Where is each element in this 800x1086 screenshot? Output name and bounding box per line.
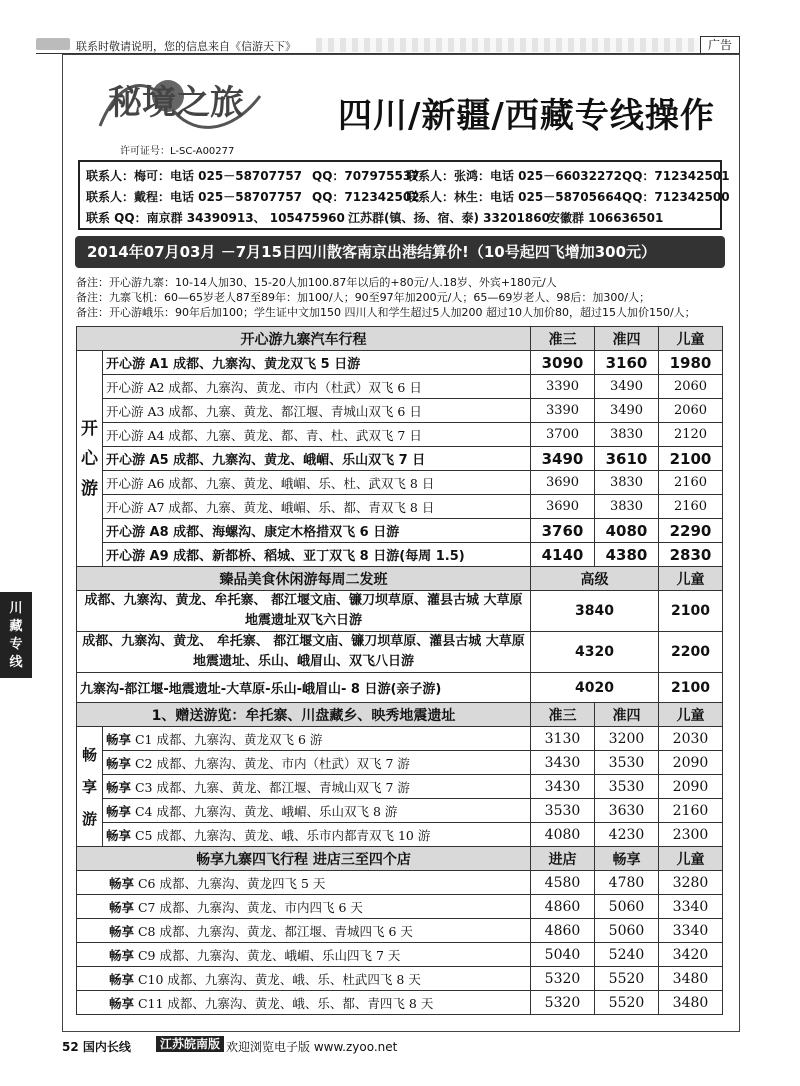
route-name: 开心游 A7 成都、九寨、黄龙、峨嵋、乐、都、青双飞 8 日 <box>103 495 531 519</box>
price-cell: 2830 <box>659 543 723 567</box>
price-cell: 2030 <box>659 727 723 751</box>
group-label <box>77 351 103 567</box>
price-cell: 3430 <box>531 751 595 775</box>
contact-qq: QQ：707975537 <box>312 169 420 183</box>
price-cell: 4020 <box>531 673 659 703</box>
column-header: 准四 <box>595 327 659 351</box>
route-tag: 畅享 <box>109 875 135 891</box>
qq-groups: 联系 QQ：南京群 34390913、 105475960 <box>86 211 345 225</box>
route-tag: 畅享 <box>109 923 135 939</box>
contact-phone: 联系人：戴程：电话 025－58707757 <box>86 190 303 204</box>
contact-qq: QQ：712342500 <box>622 190 730 204</box>
price-cell: 5320 <box>531 991 595 1015</box>
column-header: 准三 <box>531 327 595 351</box>
table-row <box>77 751 723 775</box>
column-header: 儿童 <box>659 847 723 871</box>
price-cell: 3630 <box>595 799 659 823</box>
price-cell: 3340 <box>659 895 723 919</box>
route-name: 成都、九寨沟、黄龙、牟托寨、 都江堰文庙、镰刀坝草原、灌县古城 大草原 地震遗址双飞六日游 <box>77 591 531 632</box>
route-tag: 畅享 <box>106 779 132 795</box>
route-text: C6 成都、九寨沟、黄龙四飞 5 天 <box>134 875 326 891</box>
price-cell: 5320 <box>531 967 595 991</box>
contact-box <box>78 160 730 230</box>
page-title: 四川/新疆/西藏专线操作 <box>338 96 715 136</box>
column-header: 儿童 <box>659 567 723 591</box>
license-number: 许可证号：L-SC-A00277 <box>120 146 235 157</box>
price-cell: 2290 <box>659 519 723 543</box>
contact-row <box>86 187 730 208</box>
footer <box>0 1034 800 1054</box>
price-cell: 3760 <box>531 519 595 543</box>
price-cell: 2300 <box>659 823 723 847</box>
column-header: 准三 <box>531 703 595 727</box>
note-line: 备注：开心游峨乐：90年后加100；学生证中文加150 四川人和学生超过5人加200 超过10人加价80，超过15人加价150/人； <box>76 306 696 319</box>
side-tab-label: 川藏专线 <box>9 601 23 670</box>
logo-text: 秘境之旅 <box>108 83 244 123</box>
route-text: C1 成都、九寨沟、黄龙双飞 6 游 <box>131 731 323 747</box>
route-tag: 畅享 <box>106 827 132 843</box>
price-cell: 2100 <box>659 447 723 471</box>
price-cell: 2160 <box>659 471 723 495</box>
price-cell: 3530 <box>595 775 659 799</box>
contact-phone: 联系人：张鸿：电话 025－66032272 <box>406 169 623 183</box>
price-cell: 5060 <box>595 895 659 919</box>
price-cell: 5520 <box>595 967 659 991</box>
column-header: 准四 <box>595 703 659 727</box>
price-cell: 3430 <box>531 775 595 799</box>
route-name <box>103 823 531 847</box>
page-number: 52 国内长线 <box>62 1040 131 1054</box>
table-row <box>77 375 723 399</box>
price-cell: 2090 <box>659 775 723 799</box>
table-row <box>77 399 723 423</box>
route-name <box>77 895 531 919</box>
price-cell: 3530 <box>595 751 659 775</box>
table-row <box>77 495 723 519</box>
table-row <box>77 775 723 799</box>
route-name <box>77 991 531 1015</box>
agency-logo <box>90 66 270 142</box>
price-cell: 4860 <box>531 919 595 943</box>
note-line: 备注：开心游九寨：10-14人加30、15-20人加100.87年以后的+80元/人.18岁、外宾+180元/人 <box>76 276 557 289</box>
price-cell: 3280 <box>659 871 723 895</box>
price-cell: 3480 <box>659 967 723 991</box>
table-row <box>77 823 723 847</box>
price-cell: 5060 <box>595 919 659 943</box>
route-text: C5 成都、九寨沟、黄龙、峨、乐市内都青双飞 10 游 <box>131 827 431 843</box>
price-cell: 3490 <box>595 399 659 423</box>
table-row <box>77 471 723 495</box>
publisher-logo <box>36 38 70 50</box>
route-name: 九寨沟-都江堰-地震遗址-大草原-乐山-峨眉山- 8 日游(亲子游) <box>77 673 531 703</box>
section-title: 开心游九寨汽车行程 <box>77 327 531 351</box>
price-cell: 3480 <box>659 991 723 1015</box>
price-cell: 3200 <box>595 727 659 751</box>
route-name <box>77 871 531 895</box>
route-tag: 畅享 <box>109 899 135 915</box>
table-row <box>77 895 723 919</box>
table-row <box>77 919 723 943</box>
route-name <box>103 775 531 799</box>
route-tag: 畅享 <box>106 755 132 771</box>
route-name <box>77 967 531 991</box>
price-cell: 4080 <box>595 519 659 543</box>
price-cell: 3490 <box>531 447 595 471</box>
notes <box>76 275 696 320</box>
section-title: 臻品美食休闲游每周二发班 <box>77 567 531 591</box>
route-name: 成都、九寨沟、黄龙、 牟托寨、 都江堰文庙、镰刀坝草原、灌县古城 大草原 地震遗址、乐山、峨眉山、双飞八日游 <box>77 632 531 673</box>
column-header: 畅享 <box>595 847 659 871</box>
ad-label: 广告 <box>700 36 740 54</box>
price-cell: 4580 <box>531 871 595 895</box>
price-cell: 3420 <box>659 943 723 967</box>
route-name <box>77 919 531 943</box>
price-cell: 2090 <box>659 751 723 775</box>
price-cell: 3390 <box>531 399 595 423</box>
price-cell: 3490 <box>595 375 659 399</box>
table-row <box>77 871 723 895</box>
contact-phone: 联系人：梅可：电话 025－58707757 <box>86 169 303 183</box>
route-text: C2 成都、九寨沟、黄龙、市内（杜武）双飞 7 游 <box>131 755 410 771</box>
price-cell: 5240 <box>595 943 659 967</box>
section-header-gourmet <box>77 567 723 591</box>
price-cell: 1980 <box>659 351 723 375</box>
table-row <box>77 673 723 703</box>
qq-group-anhui: 安徽群 106636501 <box>548 211 664 225</box>
price-cell: 2160 <box>659 495 723 519</box>
route-name: 开心游 A5 成都、九寨沟、黄龙、峨嵋、乐山双飞 7 日 <box>103 447 531 471</box>
price-cell: 3390 <box>531 375 595 399</box>
column-header: 高级 <box>531 567 659 591</box>
route-name: 开心游 A9 成都、新都桥、稻城、亚丁双飞 8 日游(每周 1.5) <box>103 543 531 567</box>
price-cell: 2100 <box>659 591 723 632</box>
side-tab <box>0 592 32 678</box>
contact-row <box>86 166 730 187</box>
table-row <box>77 351 723 375</box>
price-cell: 3130 <box>531 727 595 751</box>
route-name <box>103 799 531 823</box>
section-header-kaixin <box>77 327 723 351</box>
price-cell: 4860 <box>531 895 595 919</box>
table-row <box>77 447 723 471</box>
qq-group-jiangsu: 江苏群(镇、扬、宿、泰) 33201860 <box>348 211 550 225</box>
table-row <box>77 591 723 632</box>
section-header-fourflight <box>77 847 723 871</box>
table-row <box>77 543 723 567</box>
decorative-pattern <box>316 38 706 52</box>
price-cell: 3340 <box>659 919 723 943</box>
route-name: 开心游 A1 成都、九寨沟、黄龙双飞 5 日游 <box>103 351 531 375</box>
route-name <box>77 943 531 967</box>
price-cell: 3160 <box>595 351 659 375</box>
edition-badge: 江苏皖南版 <box>156 1036 224 1052</box>
price-cell: 3530 <box>531 799 595 823</box>
route-name <box>103 727 531 751</box>
route-name: 开心游 A8 成都、海螺沟、康定木格措双飞 6 日游 <box>103 519 531 543</box>
route-name <box>103 751 531 775</box>
route-text: C9 成都、九寨沟、黄龙、峨嵋、乐山四飞 7 天 <box>134 947 401 963</box>
price-cell: 3610 <box>595 447 659 471</box>
price-banner: 2014年07月03月 －7月15日四川散客南京出港结算价!（10号起四飞增加300元） <box>75 236 725 268</box>
price-cell: 4230 <box>595 823 659 847</box>
price-cell: 2100 <box>659 673 723 703</box>
price-cell: 4380 <box>595 543 659 567</box>
group-label-text: 开心游 <box>81 418 98 499</box>
price-cell: 3830 <box>595 423 659 447</box>
route-tag: 畅享 <box>106 731 132 747</box>
price-cell: 4140 <box>531 543 595 567</box>
website-text: 欢迎浏览电子版 www.zyoo.net <box>226 1040 398 1054</box>
source-notice: 联系时敬请说明，您的信息来自《信游天下》 <box>76 40 296 53</box>
contact-qq: QQ：712342501 <box>622 169 730 183</box>
price-cell: 3700 <box>531 423 595 447</box>
price-cell: 5520 <box>595 991 659 1015</box>
contact-row <box>86 208 714 229</box>
price-cell: 2120 <box>659 423 723 447</box>
route-text: C3 成都、九寨、黄龙、都江堰、青城山双飞 7 游 <box>131 779 410 795</box>
table-row <box>77 423 723 447</box>
route-text: C10 成都、九寨沟、黄龙、峨、乐、杜武四飞 8 天 <box>134 971 421 987</box>
price-cell: 4320 <box>531 632 659 673</box>
route-tag: 畅享 <box>109 995 135 1011</box>
price-table <box>76 326 723 1015</box>
column-header: 儿童 <box>659 703 723 727</box>
group-label <box>77 727 103 847</box>
price-cell: 3840 <box>531 591 659 632</box>
section-title: 1、赠送游览：牟托寨、川盘藏乡、映秀地震遗址 <box>77 703 531 727</box>
table-row <box>77 991 723 1015</box>
route-text: C8 成都、九寨沟、黄龙、都江堰、青城四飞 6 天 <box>134 923 413 939</box>
route-text: C7 成都、九寨沟、黄龙、市内四飞 6 天 <box>134 899 363 915</box>
price-cell: 2060 <box>659 375 723 399</box>
table-row <box>77 943 723 967</box>
top-bar <box>36 36 740 54</box>
group-label-text: 畅享游 <box>81 745 97 828</box>
route-text: C4 成都、九寨沟、黄龙、峨嵋、乐山双飞 8 游 <box>131 803 398 819</box>
table-row <box>77 967 723 991</box>
price-cell: 3690 <box>531 471 595 495</box>
note-line: 备注：九寨飞机：60—65岁老人87至89年：加100/人；90至97年加200元/人；65—69岁老人、98后：加300/人； <box>76 291 651 304</box>
price-cell: 4080 <box>531 823 595 847</box>
price-cell: 2060 <box>659 399 723 423</box>
route-text: C11 成都、九寨沟、黄龙、峨、乐、都、青四飞 8 天 <box>134 995 434 1011</box>
column-header: 儿童 <box>659 327 723 351</box>
contact-phone: 联系人：林生：电话 025－58705664 <box>406 190 623 204</box>
table-row <box>77 799 723 823</box>
table-row <box>77 632 723 673</box>
price-cell: 5040 <box>531 943 595 967</box>
route-name: 开心游 A4 成都、九寨、黄龙、都、青、杜、武双飞 7 日 <box>103 423 531 447</box>
price-cell: 2200 <box>659 632 723 673</box>
contact-qq: QQ：712342502 <box>312 190 420 204</box>
route-name: 开心游 A3 成都、九寨、黄龙、都江堰、青城山双飞 6 日 <box>103 399 531 423</box>
section-header-changxiang <box>77 703 723 727</box>
section-title: 畅享九寨四飞行程 进店三至四个店 <box>77 847 531 871</box>
table-row <box>77 727 723 751</box>
price-cell: 3090 <box>531 351 595 375</box>
price-cell: 4780 <box>595 871 659 895</box>
route-tag: 畅享 <box>109 947 135 963</box>
route-name: 开心游 A6 成都、九寨、黄龙、峨嵋、乐、杜、武双飞 8 日 <box>103 471 531 495</box>
price-cell: 3830 <box>595 495 659 519</box>
price-cell: 3830 <box>595 471 659 495</box>
price-cell: 2160 <box>659 799 723 823</box>
route-tag: 畅享 <box>109 971 135 987</box>
route-name: 开心游 A2 成都、九寨沟、黄龙、市内（杜武）双飞 6 日 <box>103 375 531 399</box>
column-header: 进店 <box>531 847 595 871</box>
route-tag: 畅享 <box>106 803 132 819</box>
price-cell: 3690 <box>531 495 595 519</box>
table-row <box>77 519 723 543</box>
